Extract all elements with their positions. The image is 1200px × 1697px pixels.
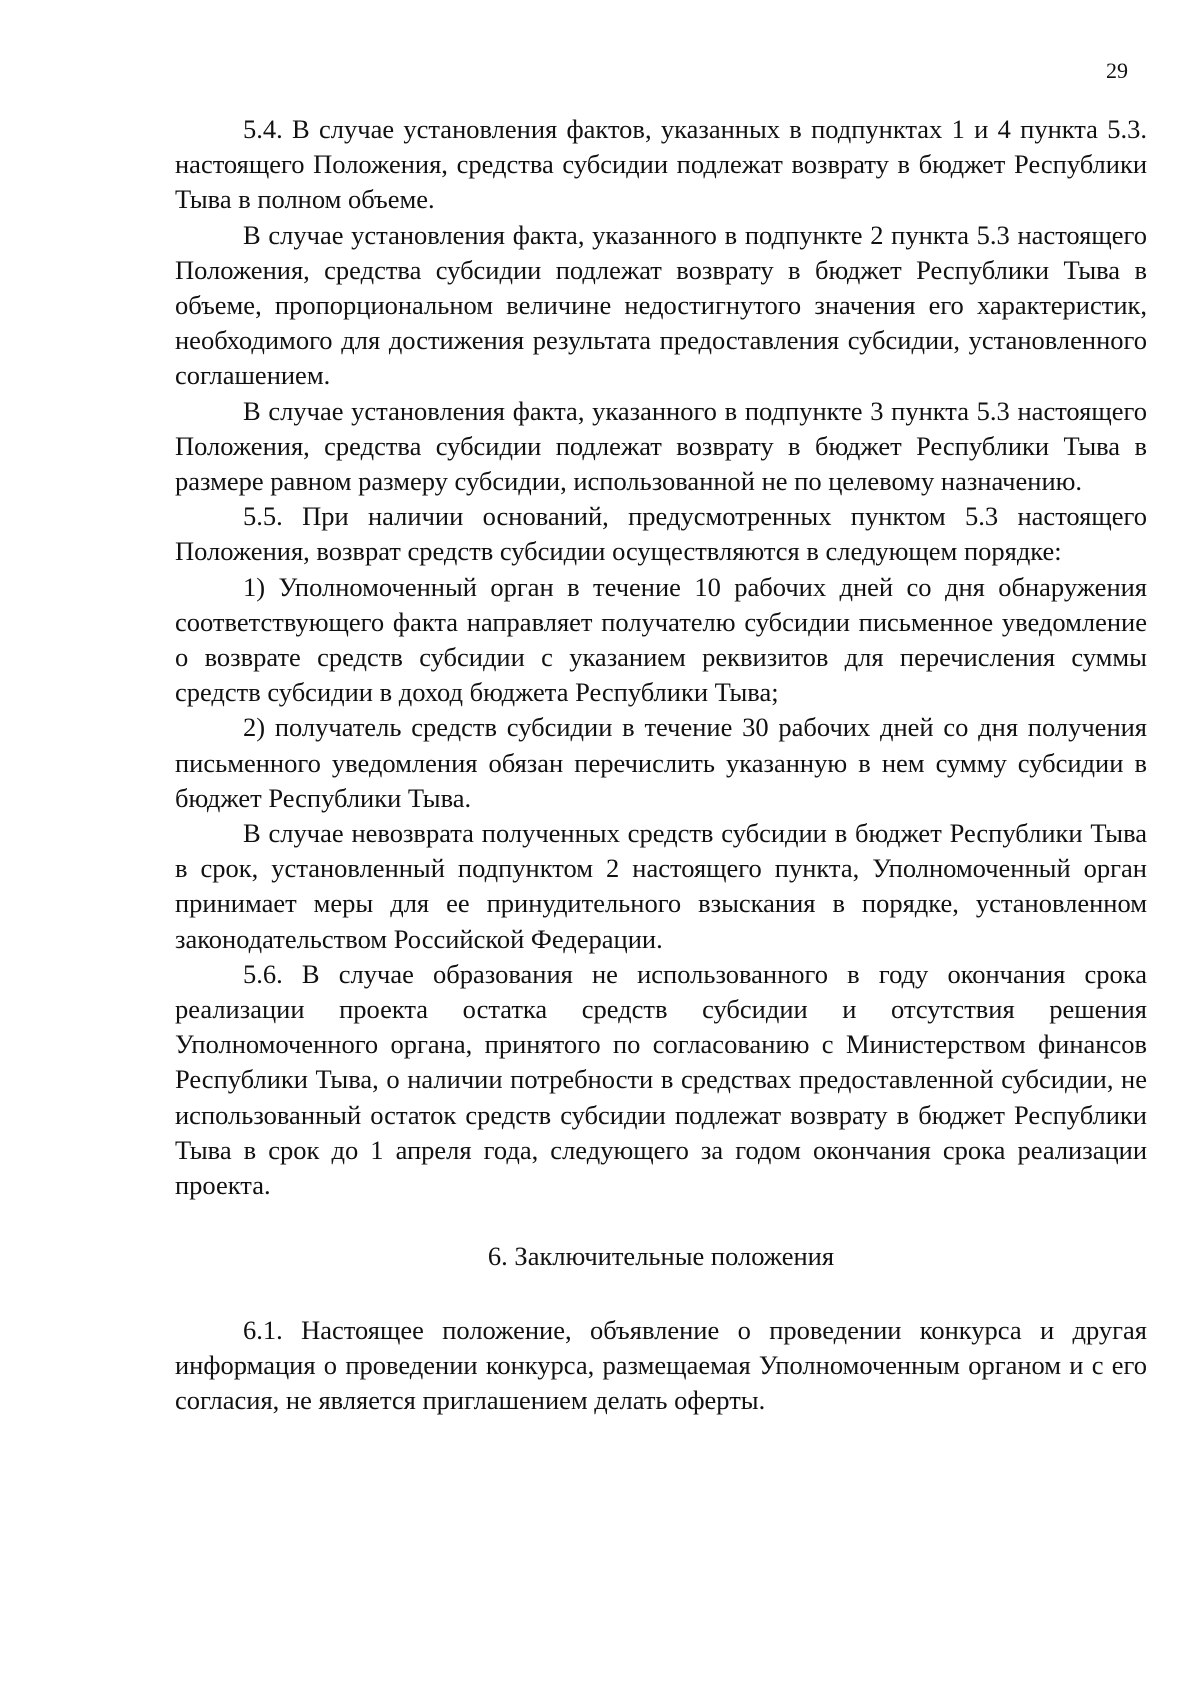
paragraph-5-5-item-1: 1) Уполномоченный орган в течение 10 рабочих дней со дня обнаружения соответствующего факта направляет получателю субсидии письменное уведомление о возврате средств субсидии с указанием реквизитов для перечисления суммы средств субсидии в доход бюджета Республики Тыва; xyxy=(175,571,1147,708)
paragraph-5-6: 5.6. В случае образования не использованного в году окончания срока реализации проекта остатка средств субсидии и отсутствия решения Уполномоченного органа, принятого по согласованию с Министерством финансов Республики Тыва, о наличии потребности в средствах предоставленной субсидии, не использованный остаток средств субсидии подлежат возврату в бюджет Республики Тыва в срок до 1 апреля года, следующего за годом окончания срока реализации проекта. xyxy=(175,958,1147,1201)
paragraph-non-return: В случае невозврата полученных средств субсидии в бюджет Республики Тыва в срок, установленный подпунктом 2 настоящего пункта, Уполномоченный орган принимает меры для ее принудительного взыскания в порядке, установленном законодательством Российской Федерации. xyxy=(175,818,1147,954)
paragraph-subpoint-2: В случае установления факта, указанного в подпункте 2 пункта 5.3 настоящего Положения, средства субсидии подлежат возврату в бюджет Республики Тыва в объеме, пропорциональном величине недостигнутого значения его характеристик, необходимого для достижения результата предоставления субсидии, установленного соглашением. xyxy=(175,219,1147,391)
paragraph-5-5: 5.5. При наличии оснований, предусмотренных пунктом 5.3 настоящего Положения, возврат средств субсидии осуществляются в следующем порядке: xyxy=(175,501,1147,567)
document-body xyxy=(175,112,1147,1418)
section-heading: 6. Заключительные положения xyxy=(487,1241,835,1272)
paragraph-6-1: 6.1. Настоящее положение, объявление о проведении конкурса и другая информация о проведении конкурса, размещаемая Уполномоченным органом и с его согласия, не является приглашением делать оферты. xyxy=(175,1314,1147,1415)
page-number: 29 xyxy=(1106,58,1128,83)
paragraph-5-5-item-2: 2) получатель средств субсидии в течение 30 рабочих дней со дня получения письменного уведомления обязан перечислить указанную в нем сумму субсидии в бюджет Республики Тыва. xyxy=(175,712,1147,813)
paragraph-subpoint-3: В случае установления факта, указанного в подпункте 3 пункта 5.3 настоящего Положения, средства субсидии подлежат возврату в бюджет Республики Тыва в размере равном размеру субсидии, использованной не по целевому назначению. xyxy=(175,395,1147,497)
paragraph-5-4: 5.4. В случае установления фактов, указанных в подпунктах 1 и 4 пункта 5.3. настоящего Положения, средства субсидии подлежат возврату в бюджет Республики Тыва в полном объеме. xyxy=(175,114,1147,215)
